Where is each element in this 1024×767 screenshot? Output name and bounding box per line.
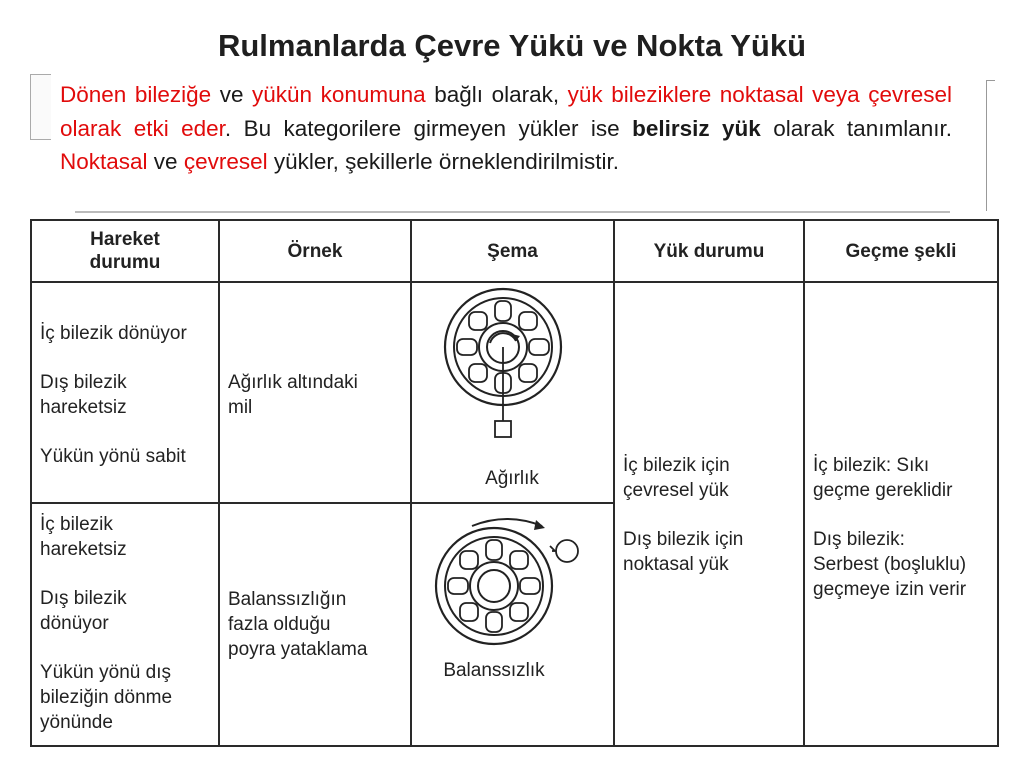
slide-title: Rulmanlarda Çevre Yükü ve Nokta Yükü [217, 28, 807, 63]
intro-highlight: yük bileziklere noktasal veya çevresel olarak etki eder [60, 82, 952, 141]
fit-line: Dış bilezik: [813, 529, 905, 550]
fit-line: geçme gereklidir [813, 480, 953, 501]
header-fit: Geçme şekli [804, 220, 998, 282]
row2-motion-line: bileziğin dönme [40, 687, 173, 708]
row1-motion-line: Yükün yönü sabit [40, 446, 186, 467]
row1-motion-cell [31, 282, 219, 503]
intro-highlight: Dönen bileziğe [60, 82, 212, 107]
row1-example-line: Ağırlık altındaki [228, 372, 358, 393]
row1-example-line: mil [228, 397, 253, 418]
intro-text: yükler, şekillerle örneklendirilmistir. [267, 149, 619, 174]
row2-motion-line: dönüyor [40, 613, 109, 634]
row1-motion-line: İç bilezik dönüyor [40, 323, 187, 344]
fit-line: Serbest (boşluklu) [813, 554, 967, 575]
fit-line: İç bilezik: Sıkı [813, 455, 930, 476]
load-line: noktasal yük [623, 554, 729, 575]
row2-motion-line: İç bilezik [40, 514, 113, 535]
header-motion: Hareket durumu [31, 220, 219, 282]
header-example: Örnek [219, 220, 411, 282]
right-scan-mark [986, 80, 995, 211]
row1-schema-cell [411, 282, 614, 503]
load-cell [614, 282, 804, 746]
row1-example-cell [219, 282, 411, 503]
intro-highlight: yükün konumuna [252, 82, 426, 107]
table-row [31, 282, 998, 503]
row2-motion-cell [31, 503, 219, 746]
fit-line: geçmeye izin verir [813, 579, 967, 600]
row1-motion-line: Dış bilezik [40, 372, 127, 393]
intro-text: bağlı olarak, [425, 82, 568, 107]
bearing-load-table [30, 219, 999, 747]
bearing-unbalance-diagram [412, 504, 611, 740]
left-scan-mark [30, 74, 51, 140]
row2-motion-line: yönünde [40, 712, 113, 733]
load-line: çevresel yük [623, 480, 729, 501]
row2-example-line: poyra yataklama [228, 639, 368, 660]
intro-underline [75, 211, 950, 213]
header-schema: Şema [411, 220, 614, 282]
intro-text: ve [147, 149, 184, 174]
table-header-row [31, 220, 998, 282]
row2-motion-line: Yükün yönü dış [40, 662, 171, 683]
row2-example-line: Balanssızlığın [228, 589, 347, 610]
intro-text: . Bu kategorilere girmeyen yükler ise [224, 115, 633, 141]
row2-schema-cell [411, 503, 614, 746]
intro-text: olarak tanımlanır. [760, 115, 952, 141]
intro-highlight: Noktasal [60, 149, 148, 174]
fit-cell [804, 282, 998, 746]
intro-text: ve [211, 82, 253, 107]
header-load: Yük durumu [614, 220, 804, 282]
weight-label: Ağırlık [485, 468, 539, 489]
bearing-weight-diagram [412, 283, 611, 497]
load-line: İç bilezik için [623, 455, 730, 476]
row2-motion-line: Dış bilezik [40, 588, 127, 609]
intro-paragraph [60, 78, 952, 179]
row2-example-line: fazla olduğu [228, 614, 331, 635]
load-line: Dış bilezik için [623, 529, 744, 550]
row1-motion-line: hareketsiz [40, 397, 127, 418]
unbalance-label: Balanssızlık [443, 660, 545, 681]
intro-highlight: çevresel [183, 149, 268, 174]
intro-bold: belirsiz yük [632, 115, 761, 141]
row2-example-cell [219, 503, 411, 746]
row2-motion-line: hareketsiz [40, 539, 127, 560]
